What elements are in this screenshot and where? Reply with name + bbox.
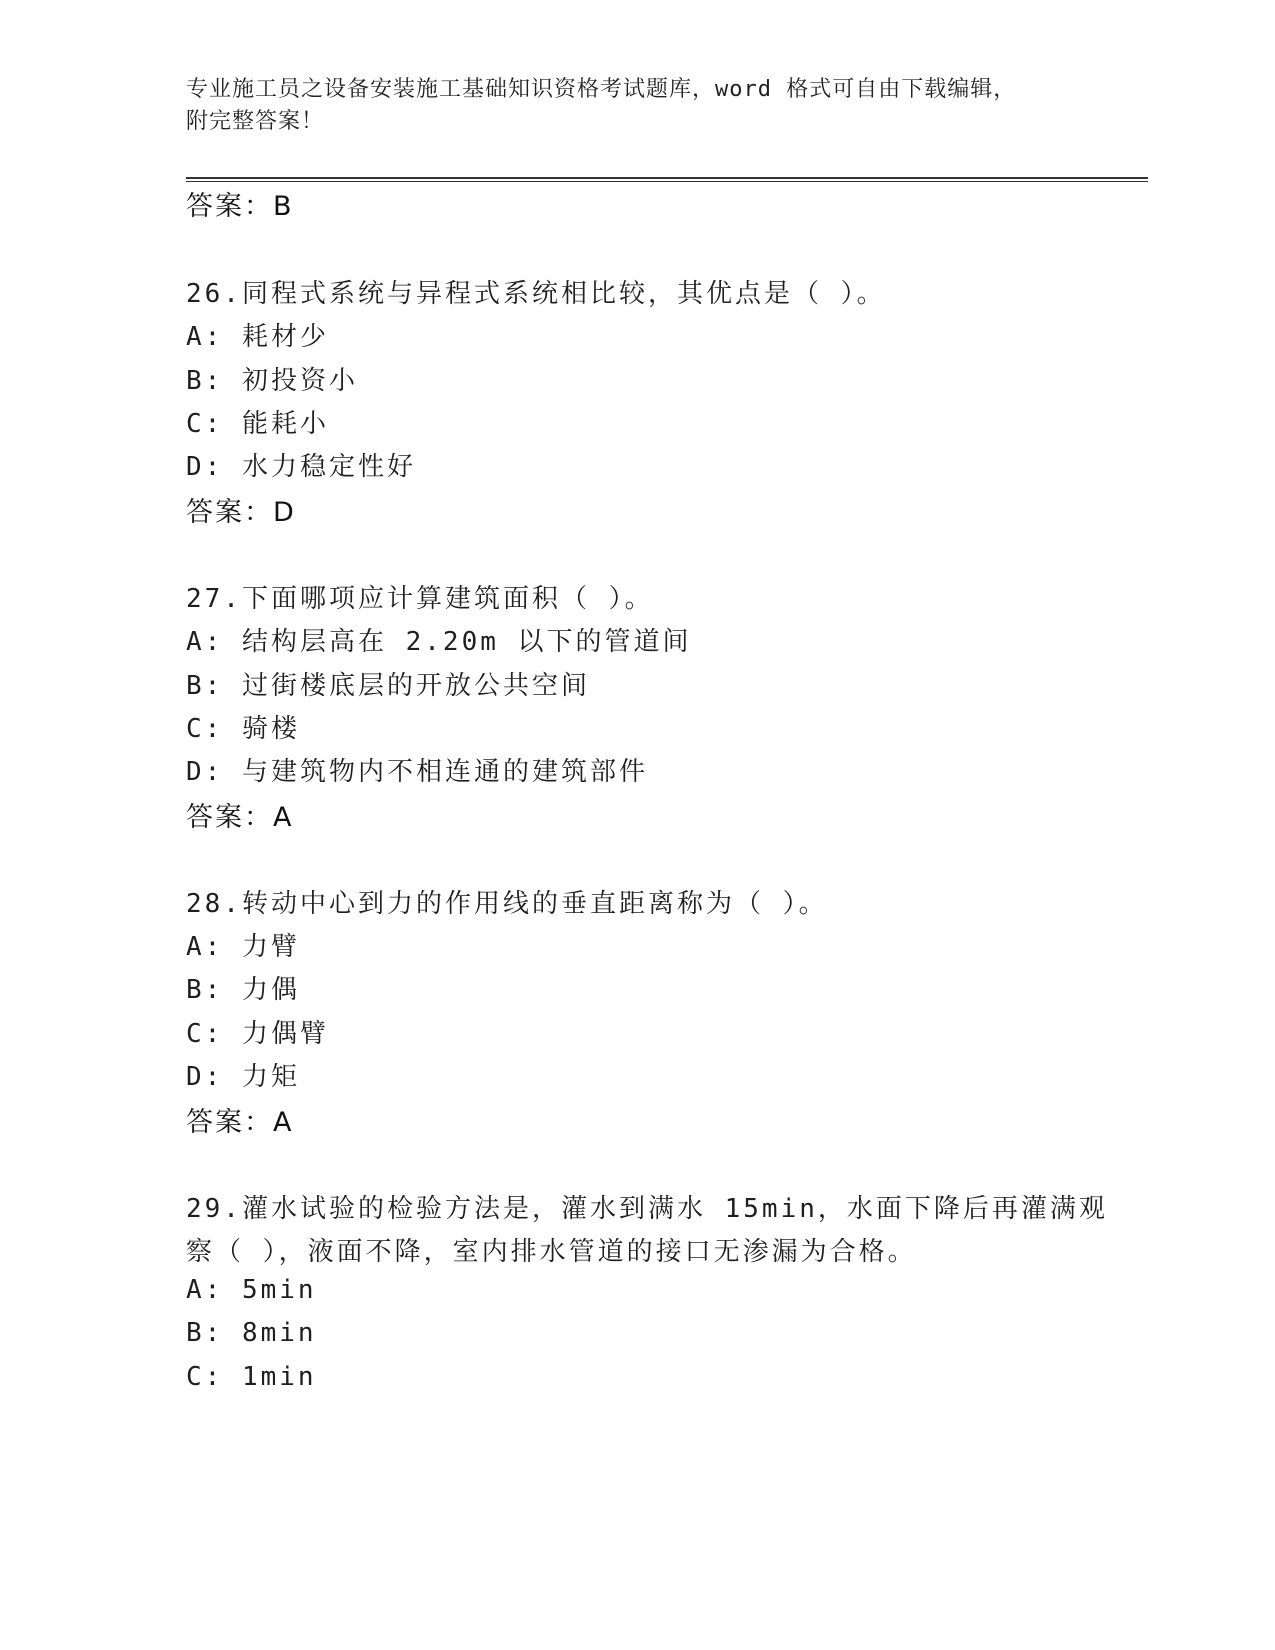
answer-25: 答案：B [186, 191, 294, 222]
question-28-option-d: D: 力矩 [186, 1062, 300, 1092]
question-28-option-c: C: 力偶臂 [186, 1019, 329, 1049]
answer-27: 答案：A [186, 802, 294, 833]
question-28-option-a: A: 力臂 [186, 932, 300, 962]
question-29-option-b: B: 8min [186, 1318, 317, 1348]
question-26-option-d: D: 水力稳定性好 [186, 452, 416, 482]
document-page [186, 0, 1146, 1650]
question-29-option-c: C: 1min [186, 1362, 317, 1392]
answer-28: 答案：A [186, 1107, 294, 1138]
header-divider [186, 177, 1148, 182]
header-line-2: 附完整答案！ [186, 109, 325, 134]
question-27-option-b: B: 过街楼底层的开放公共空间 [186, 671, 590, 701]
question-26-text: 26.同程式系统与异程式系统相比较，其优点是（ ）。 [186, 279, 886, 309]
question-27-option-d: D: 与建筑物内不相连通的建筑部件 [186, 757, 648, 787]
question-29-option-a: A: 5min [186, 1275, 317, 1305]
question-29-text-line-1: 29.灌水试验的检验方法是，灌水到满水 15min，水面下降后再灌满观 [186, 1194, 1108, 1224]
question-27-text: 27.下面哪项应计算建筑面积（ ）。 [186, 584, 654, 614]
question-26-option-c: C: 能耗小 [186, 409, 329, 439]
question-27-option-a: A: 结构层高在 2.20m 以下的管道间 [186, 627, 692, 657]
question-29-text-line-2: 察（ ），液面不降，室内排水管道的接口无渗漏为合格。 [186, 1237, 917, 1267]
question-27-option-c: C: 骑楼 [186, 714, 300, 744]
question-26-option-a: A: 耗材少 [186, 322, 329, 352]
document-header [186, 74, 1066, 138]
header-line-1: 专业施工员之设备安装施工基础知识资格考试题库，word 格式可自由下载编辑， [186, 77, 1017, 102]
question-26-option-b: B: 初投资小 [186, 366, 358, 396]
question-28-text: 28.转动中心到力的作用线的垂直距离称为（ ）。 [186, 889, 828, 919]
question-28-option-b: B: 力偶 [186, 975, 300, 1005]
answer-26: 答案：D [186, 497, 296, 528]
